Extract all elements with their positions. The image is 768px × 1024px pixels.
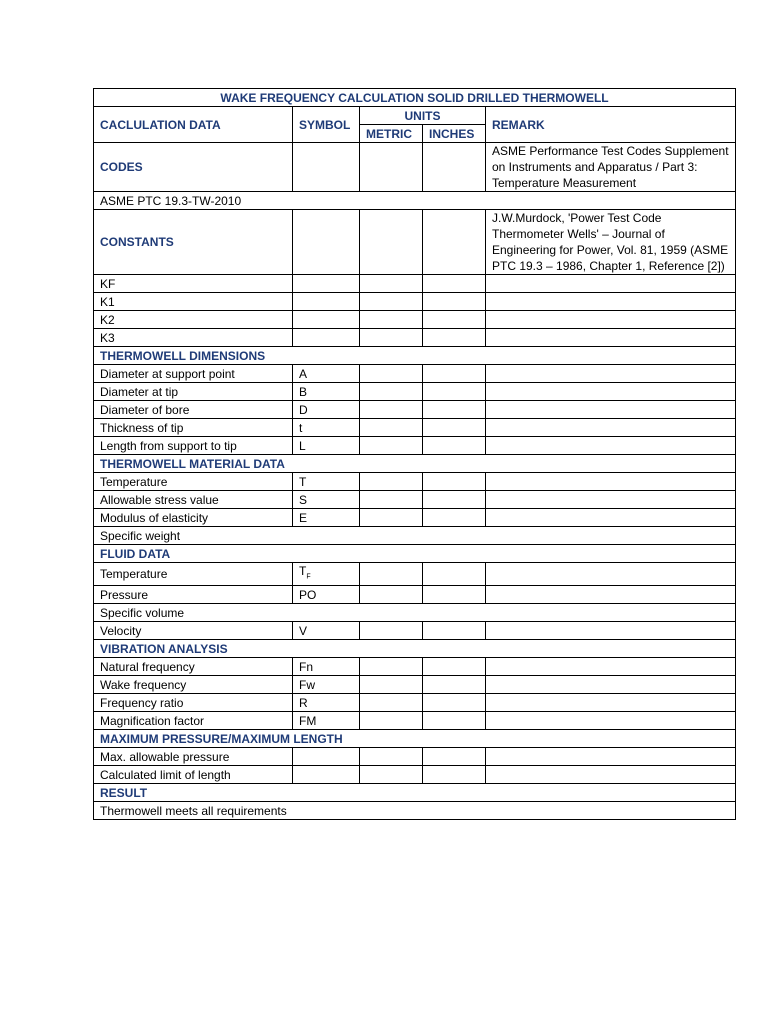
row-label: Velocity [94,622,293,640]
cell [423,143,486,192]
table-row [94,802,736,820]
row-symbol: E [293,509,360,527]
row-label: KF [94,275,293,293]
codes-remark: ASME Performance Test Codes Supplement on Instruments and Apparatus / Part 3: Temperature Measurement [486,143,736,192]
row-label: Wake frequency [94,676,293,694]
table-row [94,275,736,293]
header-row [94,107,736,125]
row-label: Specific volume [94,604,736,622]
table-row [94,694,736,712]
table-row [94,293,736,311]
row-symbol: PO [293,586,360,604]
codes-value-row [94,192,736,210]
section-row [94,347,736,365]
cell [293,143,360,192]
row-label: Max. allowable pressure [94,748,293,766]
row-label: Calculated limit of length [94,766,293,784]
table-row [94,748,736,766]
title-row [94,89,736,107]
row-label: Allowable stress value [94,491,293,509]
header-calc-data: CACLULATION DATA [94,107,293,143]
table-row [94,586,736,604]
row-symbol: t [293,419,360,437]
section-row [94,455,736,473]
table-row [94,509,736,527]
result-text: Thermowell meets all requirements [94,802,736,820]
header-remark: REMARK [486,107,736,143]
row-label: Specific weight [94,527,736,545]
table-row [94,311,736,329]
row-label: Temperature [94,563,293,586]
table-row [94,563,736,586]
table-row [94,676,736,694]
row-label: Frequency ratio [94,694,293,712]
table-row [94,604,736,622]
row-label: Modulus of elasticity [94,509,293,527]
row-label: Diameter at tip [94,383,293,401]
section-row [94,640,736,658]
row-label: Magnification factor [94,712,293,730]
row-symbol: B [293,383,360,401]
header-metric: METRIC [360,125,423,143]
table-row [94,419,736,437]
row-symbol: L [293,437,360,455]
section-row [94,545,736,563]
row-label: Diameter at support point [94,365,293,383]
page-title: WAKE FREQUENCY CALCULATION SOLID DRILLED THERMOWELL [94,89,736,107]
symbol-subscript: F [306,573,311,581]
wake-frequency-table [93,88,736,820]
table-row [94,712,736,730]
row-symbol: V [293,622,360,640]
table-row [94,766,736,784]
row-symbol [293,563,360,586]
row-label: K1 [94,293,293,311]
table-row [94,622,736,640]
row-symbol: S [293,491,360,509]
cell [360,210,423,275]
table-row [94,658,736,676]
row-label: Thickness of tip [94,419,293,437]
section-fluid: FLUID DATA [94,545,736,563]
row-label: Pressure [94,586,293,604]
table-row [94,527,736,545]
row-symbol: R [293,694,360,712]
table-row [94,401,736,419]
row-symbol: T [293,473,360,491]
codes-row [94,143,736,192]
table-row [94,365,736,383]
cell [423,210,486,275]
section-result: RESULT [94,784,736,802]
table-row [94,329,736,347]
table-row [94,383,736,401]
header-symbol: SYMBOL [293,107,360,143]
codes-value: ASME PTC 19.3-TW-2010 [94,192,736,210]
row-symbol: FM [293,712,360,730]
table-row [94,491,736,509]
header-inches: INCHES [423,125,486,143]
section-dimensions: THERMOWELL DIMENSIONS [94,347,736,365]
row-label: Length from support to tip [94,437,293,455]
table-row [94,473,736,491]
constants-label: CONSTANTS [94,210,293,275]
cell [293,210,360,275]
constants-remark: J.W.Murdock, 'Power Test Code Thermometer Wells' – Journal of Engineering for Power, Vol. 81, 1959 (ASME PTC 19.3 – 1986, Chapter 1, Reference [2]) [486,210,736,275]
section-row [94,730,736,748]
row-symbol: A [293,365,360,383]
section-material: THERMOWELL MATERIAL DATA [94,455,736,473]
section-row [94,784,736,802]
row-label: K3 [94,329,293,347]
row-symbol: Fn [293,658,360,676]
row-label: Temperature [94,473,293,491]
row-label: Natural frequency [94,658,293,676]
codes-label: CODES [94,143,293,192]
header-units: UNITS [360,107,486,125]
constants-row [94,210,736,275]
symbol-main: T [299,564,307,578]
cell [360,143,423,192]
row-label: Diameter of bore [94,401,293,419]
row-symbol: Fw [293,676,360,694]
section-vibration: VIBRATION ANALYSIS [94,640,736,658]
section-maxpress: MAXIMUM PRESSURE/MAXIMUM LENGTH [94,730,736,748]
row-symbol: D [293,401,360,419]
table-row [94,437,736,455]
row-label: K2 [94,311,293,329]
